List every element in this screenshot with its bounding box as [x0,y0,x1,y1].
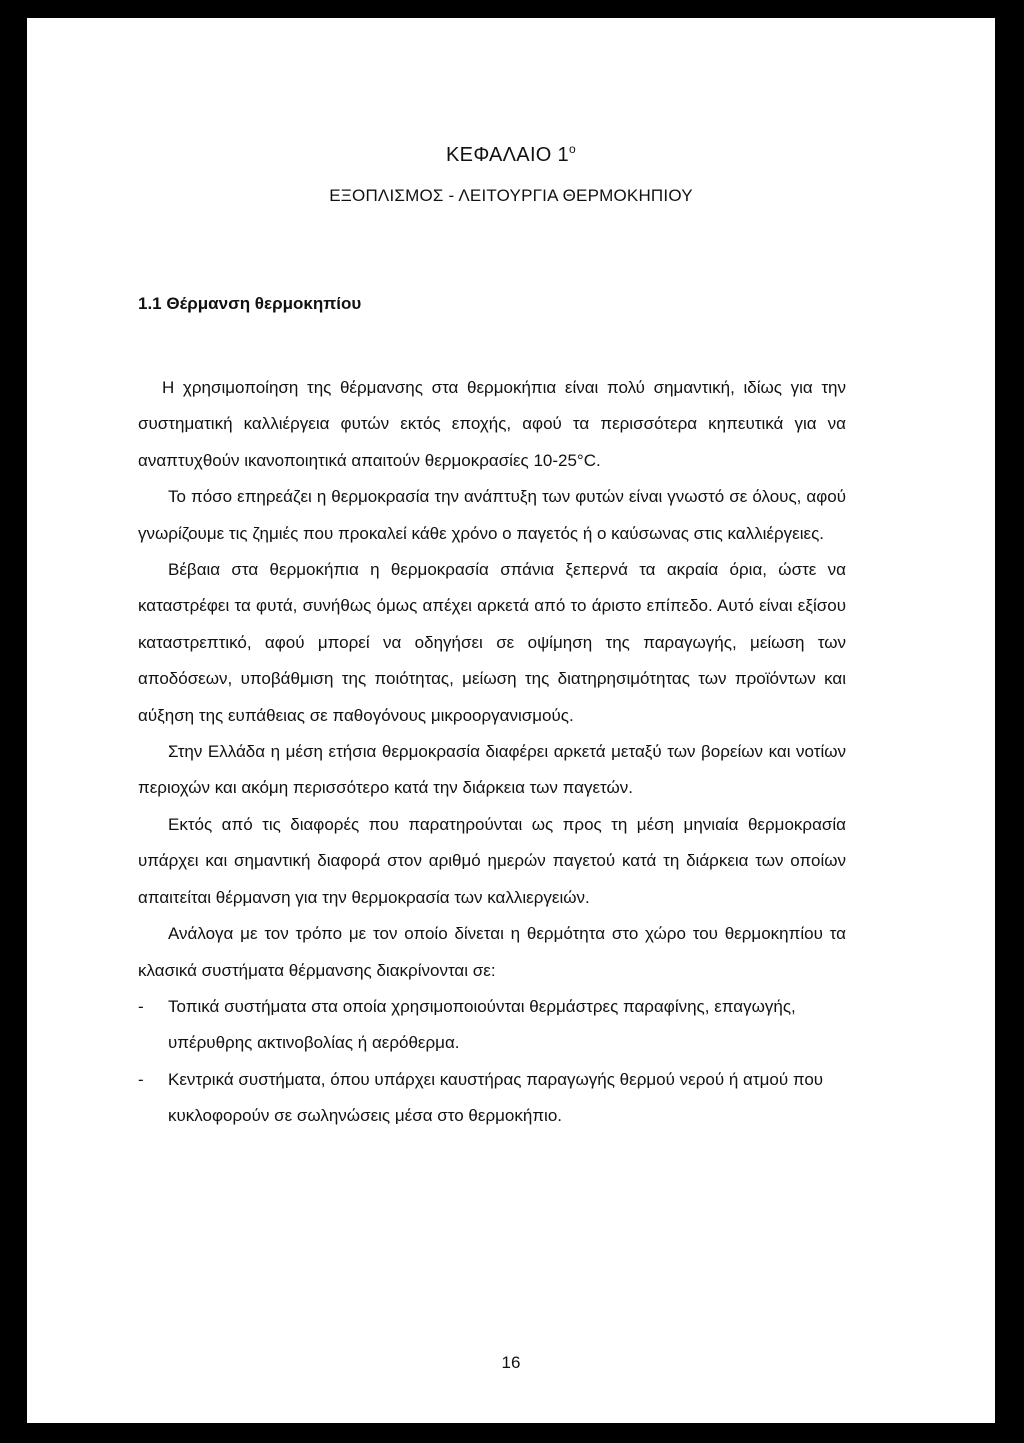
list-item-text: Κεντρικά συστήματα, όπου υπάρχει καυστήρας παραγωγής θερμού νερού ή ατμού που κυκλοφορούν σε σωληνώσεις μέσα στο θερμοκήπιο. [168,1069,824,1126]
body-text [138,370,846,1135]
paragraph: Η χρησιμοποίηση της θέρμανσης στα θερμοκήπια είναι πολύ σημαντική, ιδίως για την συστηματική καλλιέργεια φυτών εκτός εποχής, αφού τα περισσότερα κηπευτικά για να αναπτυχθούν ικανοποιητικά απαιτούν θερμοκρασίες 10-25°C. [138,378,846,470]
paragraph: Στην Ελλάδα η μέση ετήσια θερμοκρασία διαφέρει αρκετά μεταξύ των βορείων και νοτίων περιοχών και ακόμη περισσότερο κατά την διάρκεια των παγετών. [138,742,846,798]
paragraph: Το πόσο επηρεάζει η θερμοκρασία την ανάπτυξη των φυτών είναι γνωστό σε όλους, αφού γνωρίζουμε τις ζημιές που προκαλεί κάθε χρόνο ο παγετός ή ο καύσωνας στις καλλιέργειες. [138,487,846,543]
document-page [27,18,995,1423]
list-item [138,989,846,1062]
list-item [138,1062,846,1135]
list-marker: - [138,1069,144,1089]
list-item-text: Τοπικά συστήματα στα οποία χρησιμοποιούνται θερμάστρες παραφίνης, επαγωγής, υπέρυθρης ακτινοβολίας ή αερόθερμα. [168,996,796,1053]
list-marker: - [138,996,144,1016]
paragraph: Εκτός από τις διαφορές που παρατηρούνται ως προς τη μέση μηνιαία θερμοκρασία υπάρχει και σημαντική διαφορά στον αριθμό ημερών παγετού κατά τη διάρκεια των οποίων απαιτείται θέρμανση για την θερμοκρασία των καλλιεργειών. [138,814,846,907]
chapter-subtitle: ΕΞΟΠΛΙΣΜΟΣ - ΛΕΙΤΟΥΡΓΙΑ ΘΕΡΜΟΚΗΠΙΟΥ [329,186,693,205]
chapter-superscript: ο [568,142,576,156]
page-number: 16 [501,1353,521,1372]
chapter-title [27,142,995,167]
chapter-title-text: ΚΕΦΑΛΑΙΟ 1 [446,144,569,166]
paragraph: Βέβαια στα θερμοκήπια η θερμοκρασία σπάνια ξεπερνά τα ακραία όρια, ώστε να καταστρέφει τα φυτά, συνήθως όμως απέχει αρκετά από το άριστο επίπεδο. Αυτό είναι εξίσου καταστρεπτικό, αφού μπορεί να οδηγήσει σε οψίμηση της παραγωγής, μείωση των αποδόσεων, υποβάθμιση της ποιότητας, μείωση της διατηρησιμότητας των προϊόντων και αύξηση της ευπάθειας σε παθογόνους μικροοργανισμούς. [138,560,846,725]
paragraph: Ανάλογα με τον τρόπο με τον οποίο δίνεται η θερμότητα στο χώρο του θερμοκηπίου τα κλασικά συστήματα θέρμανσης διακρίνονται σε: [138,924,846,980]
section-heading: 1.1 Θέρμανση θερμοκηπίου [138,294,362,313]
